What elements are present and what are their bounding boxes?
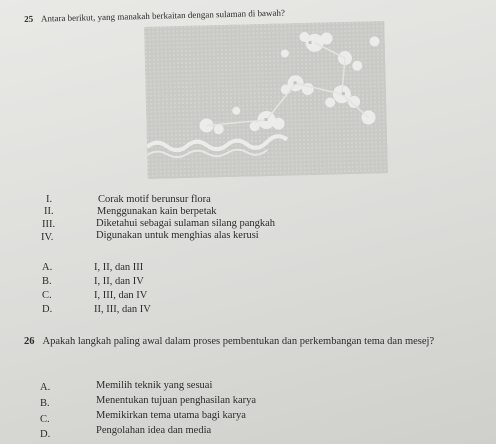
option-label[interactable]: A. <box>40 382 51 393</box>
option-label[interactable]: D. <box>42 304 53 315</box>
statement-label: I. <box>46 194 53 205</box>
question-text: Apakah langkah paling awal dalam proses pembentukan dan perkembangan tema dan mesej? <box>42 336 435 347</box>
embroidery-pattern-icon <box>144 21 388 179</box>
statement-text: Digunakan untuk menghias alas kerusi <box>96 230 259 241</box>
option-label[interactable]: C. <box>40 414 50 425</box>
option-label[interactable]: A. <box>42 262 53 273</box>
question-number: 26 <box>24 336 35 347</box>
option-text[interactable]: Memilih teknik yang sesuai <box>96 380 213 391</box>
option-text[interactable]: I, II, dan III <box>94 262 144 273</box>
statement-label: II. <box>44 206 54 217</box>
statement-text: Corak motif berunsur flora <box>98 194 211 205</box>
option-text[interactable]: I, III, dan IV <box>94 290 148 301</box>
option-text[interactable]: Menentukan tujuan penghasilan karya <box>96 395 257 406</box>
statement-text: Menggunakan kain berpetak <box>97 206 217 217</box>
option-label[interactable]: B. <box>40 398 50 409</box>
question-25-header <box>24 8 285 24</box>
statement-label: III. <box>42 219 56 230</box>
option-text[interactable]: Memikirkan tema utama bagi karya <box>96 410 246 421</box>
question-number: 25 <box>24 13 34 24</box>
statement-label: IV. <box>41 232 54 243</box>
option-text[interactable]: Pengolahan idea dan media <box>96 425 212 436</box>
option-text[interactable]: II, III, dan IV <box>94 304 151 315</box>
question-text: Antara berikut, yang manakah berkaitan dengan sulaman di bawah? <box>40 7 286 24</box>
option-label[interactable]: C. <box>42 290 52 301</box>
embroidery-photo <box>144 21 388 179</box>
option-label[interactable]: D. <box>40 429 51 440</box>
statement-text: Diketahui sebagai sulaman silang pangkah <box>96 218 276 229</box>
option-label[interactable]: B. <box>42 276 52 287</box>
question-26-header <box>24 334 490 350</box>
option-text[interactable]: I, II, dan IV <box>94 276 144 287</box>
